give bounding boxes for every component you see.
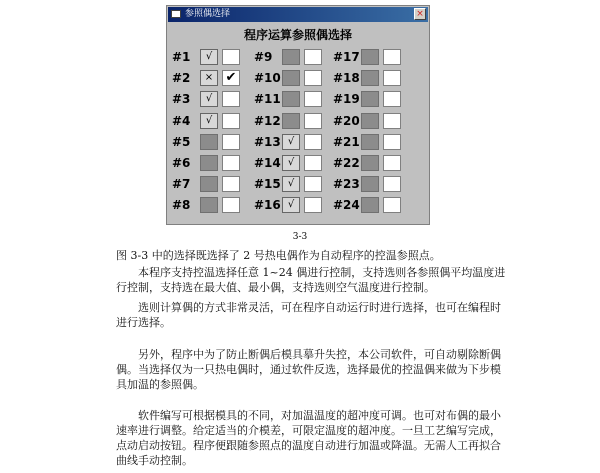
channel-label: #5 [172,135,191,149]
paragraph-4: 另外，程序中为了防止断偶后模具摹升失控，本公司软件，可自动剔除断偶偶。当选择仅为一只热电偶时，通过软件反选，选择最优的控温偶来做为下步模具加温的参照偶。 [116,348,501,391]
channel-label: #16 [254,198,281,212]
channel-checkbox[interactable] [200,155,218,171]
channel-checkbox[interactable]: √ [200,49,218,65]
channel-label: #1 [172,50,191,64]
channel-value-field[interactable] [383,70,401,86]
channel-checkbox[interactable]: √ [200,113,218,129]
channel-checkbox[interactable] [361,49,379,65]
channel-checkbox[interactable] [282,70,300,86]
channel-checkbox[interactable] [361,134,379,150]
figure-caption: 3-3 [292,232,308,242]
channel-checkbox[interactable]: × [200,70,218,86]
channel-label: #14 [254,156,281,170]
channel-checkbox[interactable]: √ [282,176,300,192]
channel-checkbox[interactable]: √ [282,155,300,171]
channel-value-field[interactable] [222,134,240,150]
paragraph-5: 软件编写可根据模具的不同，对加温温度的超冲度可调。也可对布偶的最小速率进行调整。给定适当的介模差，可限定温度的超冲度。一旦工艺编写完成，点动启动按钮。程序便跟随参照点的温度自动进行加温或降温。无需人工再拟合曲线手动控制。 [116,409,501,467]
channel-label: #2 [172,71,191,85]
window-title: 参照偶选择 [185,9,231,19]
channel-label: #7 [172,177,191,191]
channel-value-field[interactable] [222,155,240,171]
close-button[interactable]: × [414,8,426,20]
channel-label: #22 [333,156,360,170]
channel-value-field[interactable] [383,134,401,150]
channel-label: #9 [254,50,273,64]
channel-value-field[interactable] [222,49,240,65]
channel-checkbox[interactable] [282,91,300,107]
channel-value-field[interactable] [222,91,240,107]
channel-label: #20 [333,114,360,128]
channel-value-field[interactable] [304,134,322,150]
channel-value-field[interactable] [383,113,401,129]
paragraph-3: 选则计算偶的方式非常灵活，可在程序自动运行时进行选择，也可在编程时进行选择。 [116,301,501,329]
thermocouple-select-window [166,5,430,225]
paragraph-2: 本程序支持控温选择任意 1~24 偶进行控制，支持选则各参照偶平均温度进行控制，支持选在最大值、最小偶，支持选则空气温度进行控制。 [116,266,506,294]
channel-value-field[interactable] [304,176,322,192]
channel-checkbox[interactable] [361,155,379,171]
channel-label: #21 [333,135,360,149]
channel-label: #24 [333,198,360,212]
channel-label: #15 [254,177,281,191]
channel-value-field[interactable] [383,49,401,65]
channel-label: #18 [333,71,360,85]
channel-label: #13 [254,135,281,149]
channel-value-field[interactable] [222,113,240,129]
channel-label: #17 [333,50,360,64]
channel-checkbox[interactable] [361,70,379,86]
channel-value-field[interactable] [383,155,401,171]
channel-value-field[interactable] [383,197,401,213]
channel-checkbox[interactable] [361,91,379,107]
channel-value-field[interactable]: ✔ [222,70,240,86]
channel-value-field[interactable] [222,176,240,192]
paragraph-1: 图 3-3 中的选择既选择了 2 号热电偶作为自动程序的控温参照点。 [116,249,441,262]
channel-label: #12 [254,114,281,128]
channel-value-field[interactable] [304,91,322,107]
channel-label: #19 [333,92,360,106]
channel-value-field[interactable] [304,70,322,86]
channel-label: #8 [172,198,191,212]
channel-checkbox[interactable] [361,197,379,213]
channel-value-field[interactable] [222,197,240,213]
channel-checkbox[interactable]: √ [282,134,300,150]
window-app-icon [171,10,181,18]
channel-label: #4 [172,114,191,128]
channel-label: #11 [254,92,281,106]
channel-checkbox[interactable] [282,113,300,129]
channel-checkbox[interactable] [200,197,218,213]
channel-checkbox[interactable] [282,49,300,65]
channel-checkbox[interactable]: √ [200,91,218,107]
window-titlebar [168,7,428,22]
channel-value-field[interactable] [304,49,322,65]
channel-label: #23 [333,177,360,191]
channel-checkbox[interactable] [200,176,218,192]
channel-checkbox[interactable] [361,113,379,129]
channel-value-field[interactable] [383,91,401,107]
channel-label: #10 [254,71,281,85]
channel-checkbox[interactable] [200,134,218,150]
channel-value-field[interactable] [304,197,322,213]
channel-checkbox[interactable] [361,176,379,192]
channel-label: #3 [172,92,191,106]
channel-value-field[interactable] [304,113,322,129]
channel-value-field[interactable] [304,155,322,171]
channel-label: #6 [172,156,191,170]
channel-value-field[interactable] [383,176,401,192]
channel-checkbox[interactable]: √ [282,197,300,213]
dialog-heading: 程序运算参照偶选择 [243,28,352,42]
